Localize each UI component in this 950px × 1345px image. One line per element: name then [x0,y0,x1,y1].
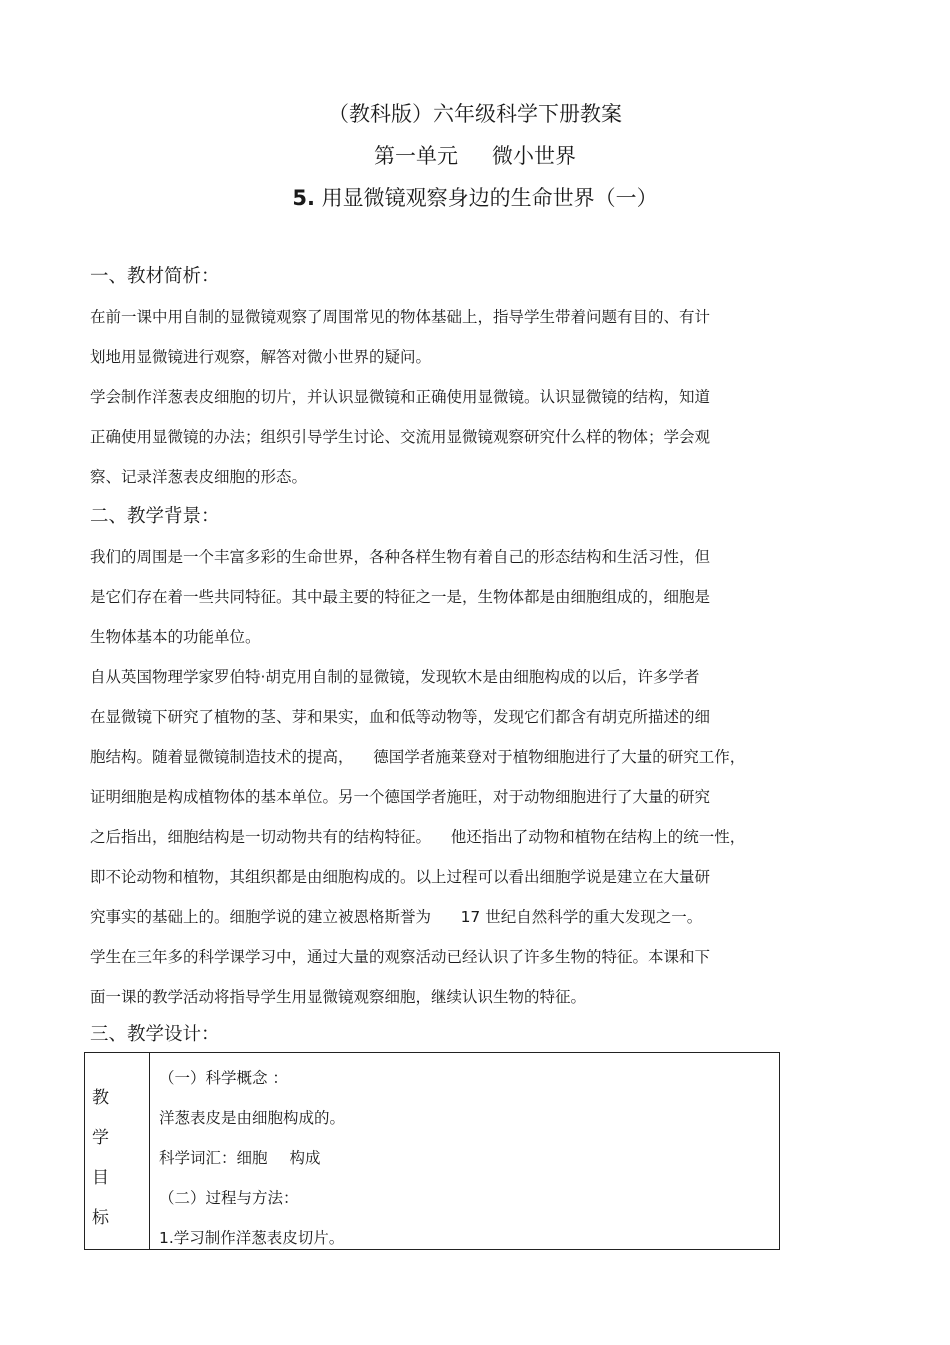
vocabulary-word: 构成 [289,1149,321,1167]
paragraph-line: 自从英国物理学家罗伯特·胡克用自制的显微镜，发现软木是由细胞构成的以后，许多学者 [90,668,700,686]
paragraph-line: 察、记录洋葱表皮细胞的形态。 [90,468,308,486]
table-column-divider [149,1053,150,1249]
paragraph-line: 究事实的基础上的。细胞学说的建立被恩格斯誉为 17 世纪自然科学的重大发现之一。 [90,908,703,926]
paragraph-line: 是它们存在着一些共同特征。其中最主要的特征之一是，生物体都是由细胞组成的，细胞是 [90,588,711,606]
unit-label: 第一单元 [374,144,458,168]
paragraph-line: 即不论动物和植物，其组织都是由细胞构成的。以上过程可以看出细胞学说是建立在大量研 [90,868,711,886]
process-item: 1.学习制作洋葱表皮切片。 [159,1229,345,1247]
teaching-goals-table [84,1052,780,1250]
row-label-char: 教 [92,1088,109,1108]
paragraph-line: 之后指出，细胞结构是一切动物共有的结构特征。 他还指出了动物和植物在结构上的统一性， [90,828,746,846]
document-title: （教科版）六年级科学下册教案 [328,102,622,126]
unit-title [0,143,950,169]
paragraph-line: 面一课的教学活动将指导学生用显微镜观察细胞，继续认识生物的特征。 [90,988,587,1006]
vocabulary-label: 科学词汇：细胞 [159,1149,268,1167]
paragraph-line: 我们的周围是一个丰富多彩的生命世界，各种各样生物有着自己的形态结构和生活习性，但 [90,548,711,566]
row-label-char: 目 [92,1168,109,1188]
paragraph-line: 生物体基本的功能单位。 [90,628,261,646]
paragraph-line: 在前一课中用自制的显微镜观察了周围常见的物体基础上，指导学生带着问题有目的、有计 [90,308,711,326]
paragraph-line: 学会制作洋葱表皮细胞的切片，并认识显微镜和正确使用显微镜。认识显微镜的结构，知道 [90,388,711,406]
concept-text: 洋葱表皮是由细胞构成的。 [159,1109,346,1127]
paragraph-line: 在显微镜下研究了植物的茎、芽和果实，血和低等动物等，发现它们都含有胡克所描述的细 [90,708,711,726]
section-heading-background: 二、教学背景： [90,506,220,527]
row-label-char: 标 [92,1208,109,1228]
paragraph-line: 证明细胞是构成植物体的基本单位。另一个德国学者施旺，对于动物细胞进行了大量的研究 [90,788,711,806]
vocabulary-line [159,1147,321,1169]
lesson-title-text: 用显微镜观察身边的生命世界（一） [321,186,658,210]
unit-name: 微小世界 [492,144,576,168]
lesson-title [0,185,950,211]
section-heading-materials: 一、教材简析： [90,266,220,287]
concept-heading: （一）科学概念 ： [159,1069,288,1087]
paragraph-line: 胞结构。随着显微镜制造技术的提高， 德国学者施莱登对于植物细胞进行了大量的研究工作， [90,748,746,766]
section-heading-design: 三、教学设计： [90,1024,220,1045]
paragraph-line: 正确使用显微镜的办法；组织引导学生讨论、交流用显微镜观察研究什么样的物体；学会观 [90,428,711,446]
process-heading: （二）过程与方法： [159,1189,299,1207]
row-label-char: 学 [92,1128,109,1148]
lesson-number: 5. [292,186,315,210]
paragraph-line: 划地用显微镜进行观察，解答对微小世界的疑问。 [90,348,432,366]
paragraph-line: 学生在三年多的科学课学习中，通过大量的观察活动已经认识了许多生物的特征。本课和下 [90,948,711,966]
